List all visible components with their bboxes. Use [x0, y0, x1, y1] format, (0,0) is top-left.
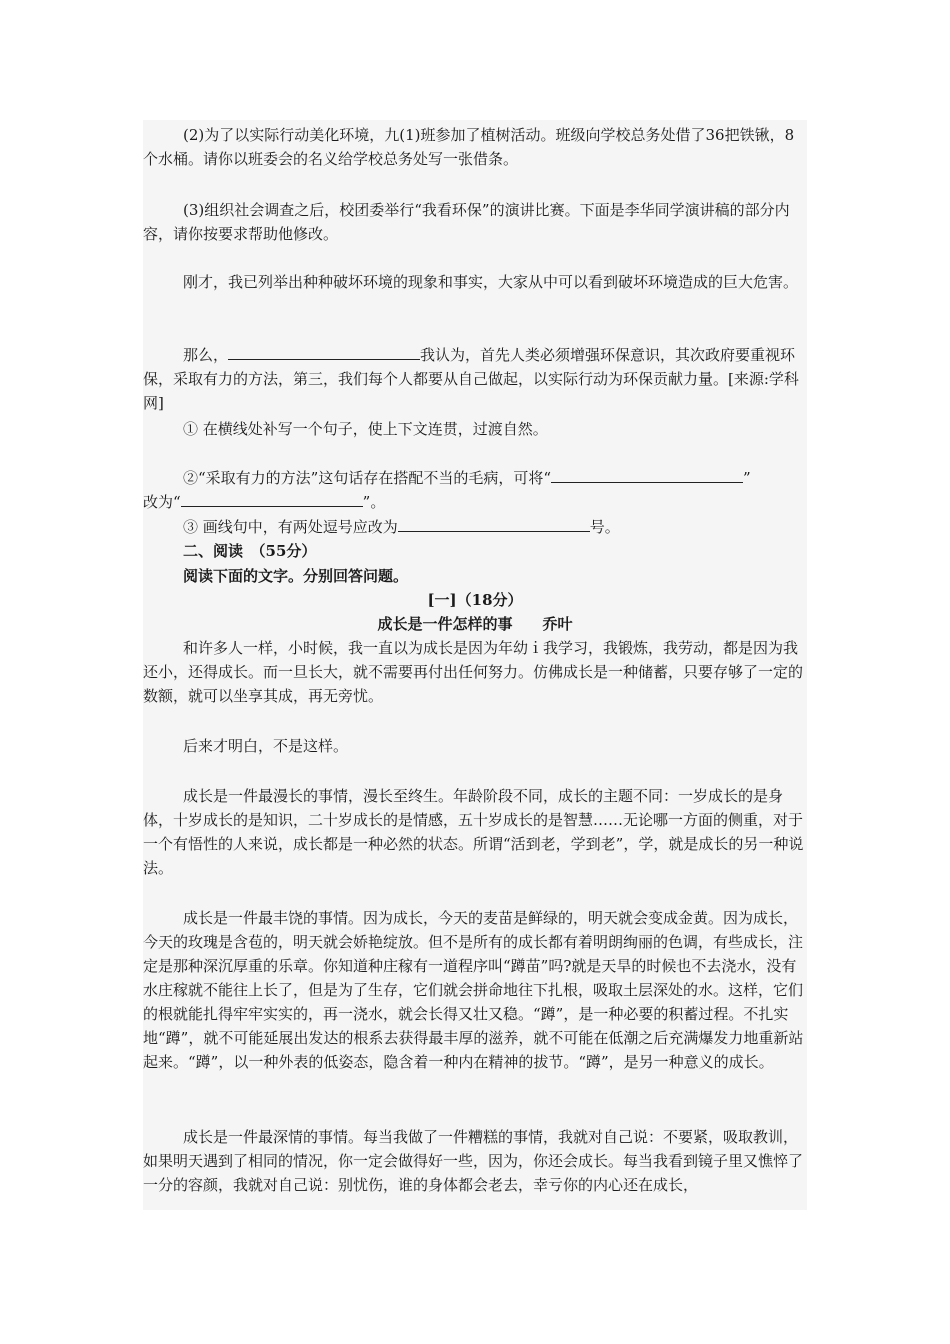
part-heading: [一]（18分） — [427, 591, 523, 609]
sub-question-2-text-b: ” — [743, 469, 751, 487]
sub-question-1: ① 在横线处补写一个句子，使上下文连贯，过渡自然。 — [183, 420, 548, 438]
article-title: 成长是一件怎样的事 乔叶 — [377, 615, 573, 633]
document-page — [143, 120, 807, 1210]
fill-blank-1 — [228, 343, 420, 360]
article-paragraph-1: 和许多人一样，小时候，我一直以为成长是因为年幼ｉ我学习，我锻炼，我劳动，都是因为我还小，还得成长。而一旦长大，就不需要再付出任何努力。仿佛成长是一种储蓄，只要存够了一定的数额，就可以坐享其成，再无旁忧。 — [143, 639, 804, 705]
speech-prefix: 那么， — [183, 346, 229, 364]
speech-paragraph-2 — [143, 343, 807, 415]
article-paragraph-2: 后来才明白，不是这样。 — [183, 737, 349, 755]
question-3: (3)组织社会调查之后，校团委举行“我看环保”的演讲比赛。下面是李华同学演讲稿的部分内容，请你按要求帮助他修改。 — [143, 201, 790, 243]
speech-suffix: 我认为，首先人类必须增强环保意识，其次政府要重视环保，采取有力的方法，第三，我们每个人都要从自己做起，以实际行动为环保贡献力量。[来源:学科网] — [143, 346, 799, 412]
reading-instruction: 阅读下面的文字。分别回答问题。 — [183, 567, 409, 585]
article-paragraph-4: 成长是一件最丰饶的事情。因为成长，今天的麦苗是鲜绿的，明天就会变成金黄。因为成长，今天的玫瑰是含苞的，明天就会娇艳绽放。但不是所有的成长都有着明朗绚丽的色调，有些成长，注定是那种深沉厚重的乐章。你知道种庄稼有一道程序叫“蹲苗”吗?就是天旱的时候也不去浇水，没有水庄稼就不能往上长了，但是为了生存，它们就会拼命地往下扎根，吸取土层深处的水。这样，它们的根就能扎得牢牢实实的，再一浇水，就会长得又壮又稳。“蹲”，是一种必要的积蓄过程。不扎实地“蹲”，就不可能延展出发达的根系去获得最丰厚的滋养，就不可能在低潮之后充满爆发力地重新站起来。“蹲”，以一种外表的低姿态，隐含着一种内在精神的拔节。“蹲”，是另一种意义的成长。 — [143, 909, 804, 1071]
sub-question-2 — [143, 466, 807, 514]
fill-blank-4 — [398, 515, 590, 532]
sub-question-2-text-a: ②“采取有力的方法”这句话存在搭配不当的毛病，可将“ — [183, 469, 552, 487]
sub-question-3-text-b: 号。 — [589, 518, 620, 536]
sub-question-3-text-a: ③ 画线句中，有两处逗号应改为 — [183, 518, 398, 536]
question-2: (2)为了以实际行动美化环境，九(1)班参加了植树活动。班级向学校总务处借了36把铁锹，8个水桶。请你以班委会的名义给学校总务处写一张借条。 — [143, 126, 795, 168]
sub-question-2-text-c: 改为“ — [143, 493, 181, 511]
section-heading-reading: 二、阅读 （55分） — [183, 542, 317, 560]
speech-paragraph-1: 刚才，我已列举出种种破坏环境的现象和事实，大家从中可以看到破坏环境造成的巨大危害。 — [183, 273, 799, 291]
article-paragraph-5: 成长是一件最深情的事情。每当我做了一件糟糕的事情，我就对自己说：不要紧，吸取教训，如果明天遇到了相同的情况，你一定会做得好一些，因为，你还会成长。每当我看到镜子里又憔悴了一分的容颜，我就对自己说：别忧伤，谁的身体都会老去，幸亏你的内心还在成长， — [143, 1128, 804, 1194]
sub-question-3 — [143, 515, 807, 539]
fill-blank-3 — [181, 490, 363, 507]
fill-blank-2 — [551, 466, 743, 483]
sub-question-2-text-d: ”。 — [362, 493, 386, 511]
article-paragraph-3: 成长是一件最漫长的事情，漫长至终生。年龄阶段不同，成长的主题不同：一岁成长的是身体，十岁成长的是知识，二十岁成长的是情感，五十岁成长的是智慧……无论哪一方面的侧重，对于一个有悟性的人来说，成长都是一种必然的状态。所谓“活到老，学到老”，学，就是成长的另一种说法。 — [143, 787, 804, 877]
